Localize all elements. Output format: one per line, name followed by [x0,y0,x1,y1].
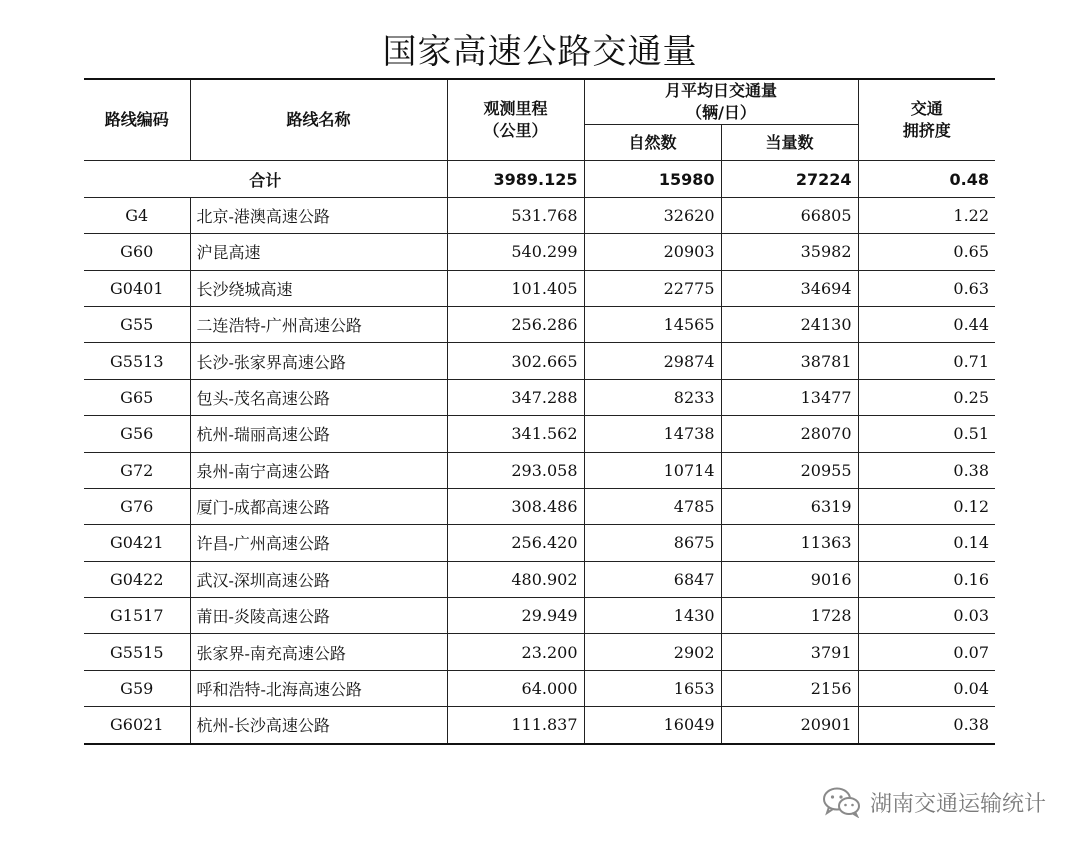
route-name-cell: 泉州-南宁高速公路 [190,452,447,488]
route-code-cell: G1517 [84,598,190,634]
header-mileage: 观测里程 （公里） [447,79,584,161]
route-name-cell: 莆田-炎陵高速公路 [190,598,447,634]
table-row [84,707,995,744]
total-congestion: 0.48 [858,161,995,197]
route-code-cell: G76 [84,488,190,524]
mileage-cell: 293.058 [447,452,584,488]
route-code-cell: G65 [84,379,190,415]
mileage-cell: 101.405 [447,270,584,306]
mileage-cell: 480.902 [447,561,584,597]
route-name-cell: 二连浩特-广州高速公路 [190,306,447,342]
congestion-cell: 0.44 [858,306,995,342]
route-code-cell: G55 [84,306,190,342]
congestion-cell: 0.38 [858,452,995,488]
traffic-table [84,78,995,745]
page-title: 国家高速公路交通量 [382,32,698,72]
table-row [84,561,995,597]
equivalent-count-cell: 20901 [721,707,858,744]
natural-count-cell: 20903 [584,234,721,270]
route-code-cell: G4 [84,197,190,233]
route-code-cell: G60 [84,234,190,270]
mileage-cell: 341.562 [447,416,584,452]
route-name-cell: 武汉-深圳高速公路 [190,561,447,597]
mileage-cell: 64.000 [447,670,584,706]
route-code-cell: G59 [84,670,190,706]
route-code-cell: G6021 [84,707,190,744]
total-row [84,161,995,197]
total-label: 合计 [84,161,447,197]
route-code-cell: G0422 [84,561,190,597]
header-row [84,79,995,125]
congestion-cell: 0.25 [858,379,995,415]
equivalent-count-cell: 9016 [721,561,858,597]
natural-count-cell: 14565 [584,306,721,342]
congestion-cell: 0.71 [858,343,995,379]
route-name-cell: 包头-茂名高速公路 [190,379,447,415]
natural-count-cell: 4785 [584,488,721,524]
header-route-name: 路线名称 [190,79,447,161]
table-row [84,379,995,415]
route-code-cell: G5513 [84,343,190,379]
congestion-cell: 0.03 [858,598,995,634]
natural-count-cell: 29874 [584,343,721,379]
route-name-cell: 杭州-瑞丽高速公路 [190,416,447,452]
mileage-cell: 347.288 [447,379,584,415]
equivalent-count-cell: 28070 [721,416,858,452]
equivalent-count-cell: 34694 [721,270,858,306]
route-name-cell: 长沙绕城高速 [190,270,447,306]
route-name-cell: 长沙-张家界高速公路 [190,343,447,379]
congestion-cell: 0.65 [858,234,995,270]
natural-count-cell: 2902 [584,634,721,670]
header-equivalent: 当量数 [721,125,858,161]
table-row [84,416,995,452]
table-row [84,234,995,270]
route-code-cell: G72 [84,452,190,488]
header-natural: 自然数 [584,125,721,161]
natural-count-cell: 14738 [584,416,721,452]
mileage-cell: 256.286 [447,306,584,342]
congestion-cell: 0.07 [858,634,995,670]
route-name-cell: 呼和浩特-北海高速公路 [190,670,447,706]
total-mileage: 3989.125 [447,161,584,197]
natural-count-cell: 1653 [584,670,721,706]
congestion-cell: 0.14 [858,525,995,561]
route-code-cell: G56 [84,416,190,452]
watermark [822,786,1046,818]
equivalent-count-cell: 6319 [721,488,858,524]
equivalent-count-cell: 1728 [721,598,858,634]
header-avg-daily-traffic: 月平均日交通量 （辆/日） [584,79,858,125]
table-row [84,306,995,342]
route-code-cell: G0401 [84,270,190,306]
natural-count-cell: 8233 [584,379,721,415]
natural-count-cell: 10714 [584,452,721,488]
equivalent-count-cell: 11363 [721,525,858,561]
congestion-cell: 1.22 [858,197,995,233]
table-row [84,197,995,233]
mileage-cell: 23.200 [447,634,584,670]
table-row [84,343,995,379]
mileage-cell: 531.768 [447,197,584,233]
total-equivalent: 27224 [721,161,858,197]
equivalent-count-cell: 13477 [721,379,858,415]
natural-count-cell: 22775 [584,270,721,306]
equivalent-count-cell: 3791 [721,634,858,670]
equivalent-count-cell: 24130 [721,306,858,342]
table-row [84,598,995,634]
natural-count-cell: 8675 [584,525,721,561]
equivalent-count-cell: 35982 [721,234,858,270]
route-name-cell: 北京-港澳高速公路 [190,197,447,233]
route-name-cell: 杭州-长沙高速公路 [190,707,447,744]
congestion-cell: 0.51 [858,416,995,452]
mileage-cell: 302.665 [447,343,584,379]
table-row [84,670,995,706]
mileage-cell: 111.837 [447,707,584,744]
equivalent-count-cell: 38781 [721,343,858,379]
natural-count-cell: 32620 [584,197,721,233]
route-code-cell: G0421 [84,525,190,561]
congestion-cell: 0.04 [858,670,995,706]
route-code-cell: G5515 [84,634,190,670]
table-row [84,488,995,524]
congestion-cell: 0.16 [858,561,995,597]
route-name-cell: 厦门-成都高速公路 [190,488,447,524]
congestion-cell: 0.63 [858,270,995,306]
equivalent-count-cell: 2156 [721,670,858,706]
congestion-cell: 0.12 [858,488,995,524]
mileage-cell: 29.949 [447,598,584,634]
equivalent-count-cell: 66805 [721,197,858,233]
mileage-cell: 540.299 [447,234,584,270]
table-row [84,270,995,306]
mileage-cell: 256.420 [447,525,584,561]
natural-count-cell: 1430 [584,598,721,634]
equivalent-count-cell: 20955 [721,452,858,488]
natural-count-cell: 6847 [584,561,721,597]
route-name-cell: 张家界-南充高速公路 [190,634,447,670]
watermark-text: 湖南交通运输统计 [869,791,1046,817]
table-row [84,452,995,488]
header-congestion: 交通 拥挤度 [858,79,995,161]
mileage-cell: 308.486 [447,488,584,524]
table-row [84,525,995,561]
route-name-cell: 沪昆高速 [190,234,447,270]
header-route-code: 路线编码 [84,79,190,161]
natural-count-cell: 16049 [584,707,721,744]
congestion-cell: 0.38 [858,707,995,744]
wechat-icon [822,786,862,818]
table-row [84,634,995,670]
total-natural: 15980 [584,161,721,197]
route-name-cell: 许昌-广州高速公路 [190,525,447,561]
